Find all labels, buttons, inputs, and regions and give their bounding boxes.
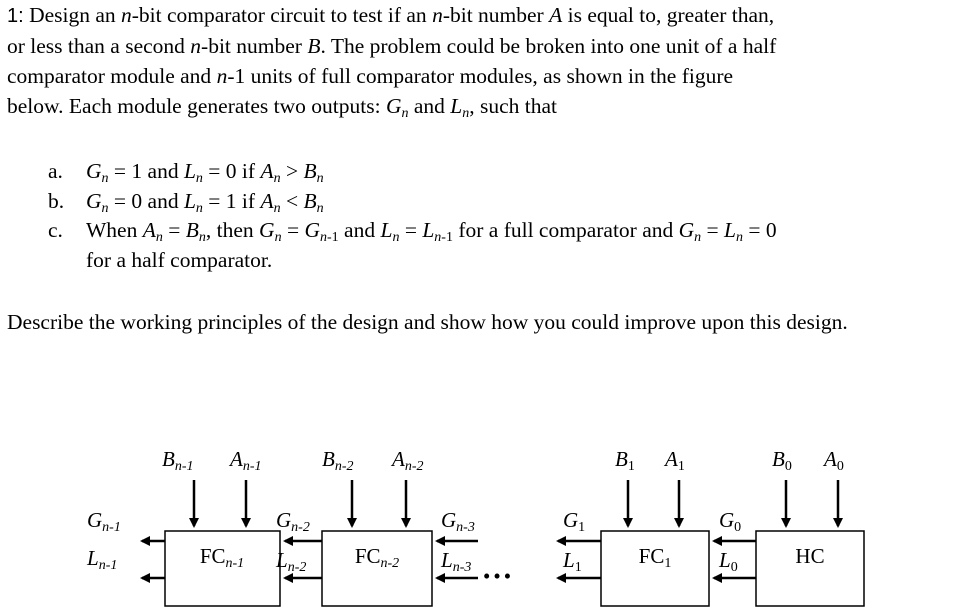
- inputs-fc-n-1: [162, 447, 262, 526]
- input-a-1-label: A1: [665, 447, 685, 474]
- inputs-fc-n-2: [322, 447, 424, 526]
- task-text: Describe the working principles of the design and show how you could improve upon this design.: [7, 310, 848, 334]
- module-fc-1-label: FC1: [638, 544, 672, 571]
- outputs-n-2: [275, 508, 322, 578]
- question-number: 1: [7, 5, 19, 27]
- module-fc-1-box: [601, 531, 709, 606]
- module-fc-n-2-label: FCn-2: [354, 544, 400, 571]
- condition-b-text: $G_n = 0$ and $L_n = 1$ if $A_n < B_n$: [86, 189, 324, 216]
- module-fc-n-2: [322, 531, 432, 606]
- outputs-n-1: [86, 508, 165, 578]
- module-hc-label: HC: [795, 544, 825, 568]
- output-l-n-1-label: Ln-1: [87, 546, 118, 573]
- module-hc-box: [756, 531, 864, 606]
- outputs-n-3: [437, 508, 478, 578]
- condition-a-marker: a.: [48, 159, 63, 183]
- output-g-1-label: G1: [563, 508, 586, 535]
- condition-b-marker: b.: [48, 189, 65, 213]
- inputs-hc: [772, 447, 844, 526]
- module-fc-n-2-box: [322, 531, 432, 606]
- output-l-n-2-label: Ln-2: [276, 548, 307, 575]
- module-hc: [756, 531, 864, 606]
- output-l-1-label: L1: [563, 548, 582, 575]
- input-b-n-1-label: Bn-1: [162, 447, 194, 474]
- question-intro: 1: Design an n-bit comparator circuit to test if an n-bit number A is equal to, greater than, or less than a second n-bit number B. The problem could be broken into one unit of a half comparator module and n-1 units of full comparator modules, as shown in the figure below. Each module generates two outputs: $G_n$ and $L_n$, such that: [7, 3, 777, 121]
- input-b-0-label: B0: [772, 447, 792, 474]
- input-a-n-2-label: An-2: [392, 447, 424, 474]
- output-g-0-label: G0: [719, 508, 742, 535]
- input-b-n-2-label: Bn-2: [322, 447, 354, 474]
- output-g-n-3-label: Gn-3: [441, 508, 475, 535]
- condition-c-marker: c.: [48, 218, 63, 242]
- input-a-0-label: A0: [824, 447, 844, 474]
- outputs-1: [558, 508, 601, 578]
- outputs-0: [714, 508, 756, 578]
- inputs-fc-1: [615, 447, 685, 526]
- input-b-1-label: B1: [615, 447, 635, 474]
- module-fc-n-1: [165, 531, 280, 606]
- module-fc-n-1-box: [165, 531, 280, 606]
- ellipsis: •••: [483, 564, 515, 588]
- output-l-n-3-label: Ln-3: [441, 548, 472, 575]
- input-a-n-1-label: An-1: [230, 447, 262, 474]
- question-number-suffix: :: [18, 5, 24, 27]
- module-fc-n-1-label: FCn-1: [199, 544, 245, 571]
- condition-c-text: When $A_n = B_n$, then $G_n = G_{n-1}$ and $L_n = L_{n-1}$ for a full comparator and $G_n = L_n = 0$ for a half comparator.: [86, 218, 777, 272]
- output-g-n-2-label: Gn-2: [276, 508, 310, 535]
- module-fc-1: [601, 531, 709, 606]
- output-l-0-label: L0: [719, 548, 738, 575]
- output-g-n-1-label: Gn-1: [87, 508, 121, 535]
- condition-a-text: $G_n = 1$ and $L_n = 0$ if $A_n > B_n$: [86, 159, 324, 186]
